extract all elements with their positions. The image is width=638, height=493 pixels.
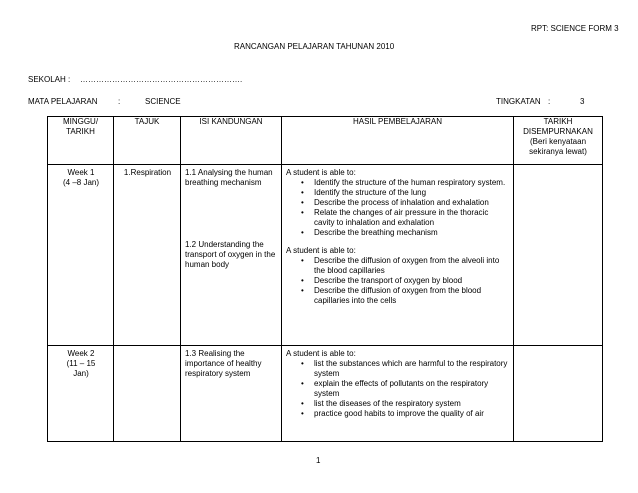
outcome-intro: A student is able to: [286,168,356,177]
outcome-list [286,178,510,238]
isi-item: 1.3 Realising the importance of healthy respiratory system [185,349,262,378]
list-item: • Describe the process of inhalation and exhalation [314,198,510,208]
hasil-cell [282,165,514,346]
isi-kandungan-cell [181,346,282,442]
mata-pelajaran-colon: : [118,97,121,106]
table-row [48,165,603,346]
sekolah-value: ……………………………………………………. [80,75,243,84]
mata-pelajaran-label: MATA PELAJARAN [28,97,98,106]
rpt-label: RPT: SCIENCE FORM 3 [531,24,619,33]
header-hasil-pembelajaran: HASIL PEMBELAJARAN [282,117,514,165]
tarikh-cell [514,165,603,346]
list-item: • Identify the structure of the human respiratory system. [314,178,510,188]
list-item: • Describe the transport of oxygen by blood [314,276,510,286]
outcome-intro: A student is able to: [286,246,356,255]
minggu-cell [48,165,114,346]
list-item: • explain the effects of pollutants on the respiratory system [314,379,510,399]
hasil-cell [282,346,514,442]
outcome-list [286,256,510,306]
header-minggu: MINGGU/ TARIKH [48,117,114,165]
header-tarikh-disempurnakan: TARIKH DISEMPURNAKAN (Beri kenyataan sekiranya lewat) [514,117,603,165]
tingkatan-value: 3 [580,97,585,106]
mata-pelajaran-value: SCIENCE [145,97,181,106]
isi-item: 1.2 Understanding the transport of oxygen in the human body [185,240,276,269]
list-item: • Describe the breathing mechanism [314,228,510,238]
tajuk-cell [114,165,181,346]
tajuk-text: 1.Respiration [123,168,172,177]
tarikh-cell [514,346,603,442]
lesson-plan-table [47,116,603,442]
list-item: • Describe the diffusion of oxygen from the blood capillaries into the cells [314,286,510,306]
week-date: (4 –8 Jan) [62,178,100,187]
minggu-cell [48,346,114,442]
tingkatan-label: TINGKATAN [496,97,541,106]
tingkatan-colon: : [548,97,551,106]
list-item: • Relate the changes of air pressure in the thoracic cavity to inhalation and exhalation [314,208,510,228]
table-header-row [48,117,603,165]
sekolah-label: SEKOLAH : [28,75,71,84]
list-item: • list the substances which are harmful to the respiratory system [314,359,510,379]
header-isi-kandungan: ISI KANDUNGAN [181,117,282,165]
list-item: • list the diseases of the respiratory system [314,399,510,409]
week-date: (11 – 15 Jan) [66,359,96,378]
document-title: RANCANGAN PELAJARAN TAHUNAN 2010 [234,42,395,51]
list-item: • Identify the structure of the lung [314,188,510,198]
header-tajuk: TAJUK [114,117,181,165]
outcome-intro: A student is able to: [286,349,356,358]
isi-item: 1.1 Analysing the human breathing mechanism [185,168,273,187]
list-item: • Describe the diffusion of oxygen from the alveoli into the blood capillaries [314,256,510,276]
isi-kandungan-cell [181,165,282,346]
tajuk-cell [114,346,181,442]
page-number: 1 [316,456,321,465]
list-item: • practice good habits to improve the quality of air [314,409,510,419]
week-label: Week 1 [67,168,95,177]
week-label: Week 2 [67,349,95,358]
table-row [48,346,603,442]
outcome-list [286,359,510,419]
